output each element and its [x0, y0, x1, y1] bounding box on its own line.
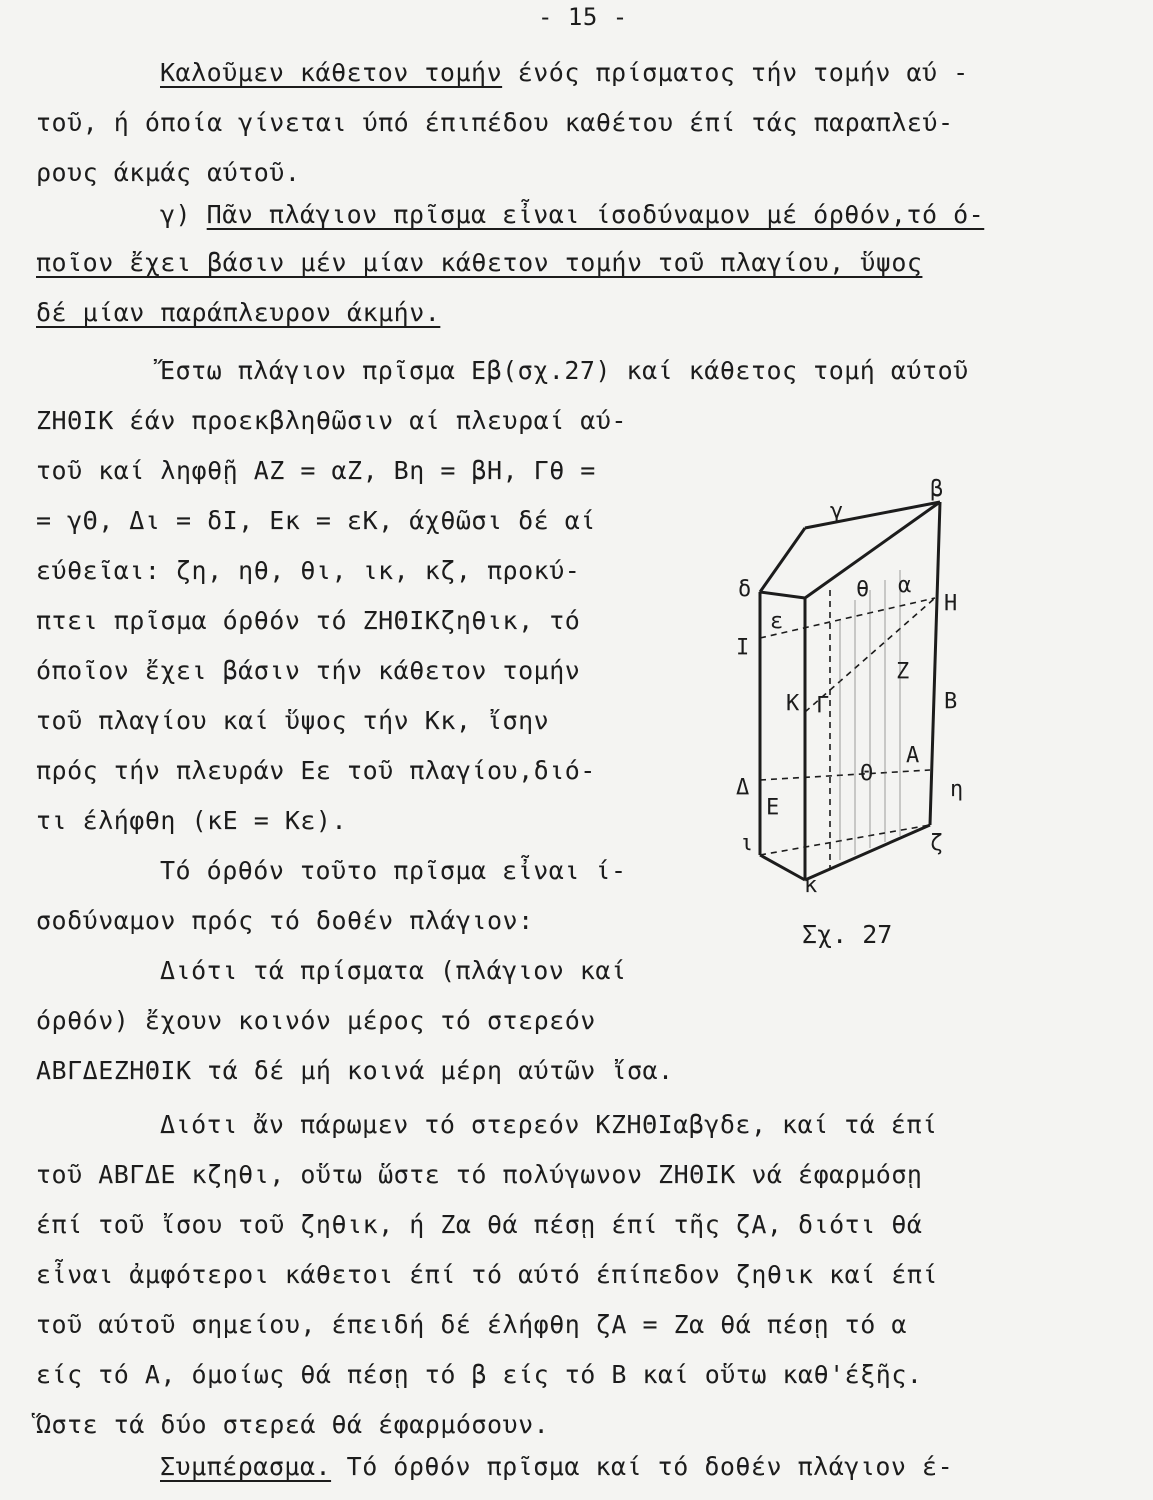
- label-eta: η: [950, 777, 964, 802]
- proof-line: πρός τήν πλευράν Εε τοῦ πλαγίου,διό-: [36, 756, 596, 785]
- proof-line: όποῖον ἔχει βάσιν τήν κάθετον τομήν: [36, 656, 581, 685]
- defined-term: Καλοῦμεν κάθετον τομήν: [160, 58, 503, 87]
- label-alpha: α: [898, 573, 912, 598]
- label-beta: β: [930, 477, 944, 502]
- definition-text: ένός πρίσματος τήν τομήν αύ -: [517, 58, 969, 87]
- label-H: Η: [944, 591, 958, 616]
- label-B: Β: [944, 689, 958, 714]
- definition-line-2: τοῦ, ή όποία γίνεται ύπό έπιπέδου καθέτου έπί τάς παραπλεύ-: [36, 108, 954, 137]
- label-epsilon: ε: [770, 609, 784, 634]
- edge-delta-gamma: [760, 528, 805, 592]
- proof-line: τοῦ αύτοῦ σημείου, έπειδή δέ έλήφθη ζΑ = Ζα θά πέσῃ τό α: [36, 1310, 907, 1339]
- label-Gamma: Γ: [816, 693, 830, 718]
- proof-line: όρθόν) ἔχουν κοινόν μέρος τό στερεόν: [36, 1006, 596, 1035]
- edge-iota-kappa: [760, 855, 805, 880]
- theorem-label: γ): [160, 200, 192, 229]
- edge-kappa-zeta: [805, 825, 930, 880]
- label-iota: ι: [740, 831, 754, 856]
- label-Z: Ζ: [896, 659, 910, 684]
- theorem-text: Πᾶν πλάγιον πρῖσμα εἶναι ίσοδύναμον μέ όρθόν,τό ό-: [206, 200, 985, 229]
- section-line-top: [760, 598, 935, 638]
- theorem-line-3: δέ μίαν παράπλευρον άκμήν.: [36, 298, 441, 327]
- proof-line: Διότι τά πρίσματα (πλάγιον καί: [160, 956, 627, 985]
- section-line-bottom: [760, 770, 930, 780]
- proof-line: σοδύναμον πρός τό δοθέν πλάγιον:: [36, 906, 534, 935]
- proof-line: Τό όρθόν τοῦτο πρῖσμα εἶναι ί-: [160, 856, 627, 885]
- theorem-line-1: [160, 200, 984, 230]
- proof-line: εύθεῖαι: ζη, ηθ, θι, ικ, κζ, προκύ-: [36, 556, 581, 585]
- proof-line: ΖΗΘΙΚ έάν προεκβληθῶσιν αί πλευραί αύ-: [36, 406, 627, 435]
- proof-line: ΑΒΓΔΕΖΗΘΙΚ τά δέ μή κοινά μέρη αύτῶν ἴσα.: [36, 1056, 674, 1085]
- label-kappa: κ: [804, 873, 818, 898]
- proof-line: πτει πρῖσμα όρθόν τό ΖΗΘΙΚζηθικ, τό: [36, 606, 581, 635]
- proof-line: τοῦ πλαγίου καί ὕψος τήν Κκ, ἴσην: [36, 706, 550, 735]
- theorem-line-2: ποῖον ἔχει βάσιν μέν μίαν κάθετον τομήν τοῦ πλαγίου, ὕψος: [36, 248, 923, 277]
- label-gamma: γ: [830, 499, 844, 524]
- label-I: Ι: [736, 635, 750, 660]
- proof-line: τοῦ καί ληφθῇ ΑΖ = αΖ, Βη = βΗ, Γθ =: [36, 456, 596, 485]
- proof-line: είς τό Α, όμοίως θά πέσῃ τό β είς τό Β καί οὕτω καθ'έξῆς.: [36, 1360, 923, 1389]
- label-E: Ε: [766, 795, 780, 820]
- proof-line: εἶναι ἀμφότεροι κάθετοι έπί τό αύτό έπίπεδον ζηθικ καί έπί: [36, 1260, 938, 1289]
- label-A: Α: [906, 743, 920, 768]
- proof-line: τοῦ ΑΒΓΔΕ κζηθι, οὕτω ὥστε τό πολύγωνον ΖΗΘΙΚ νά έφαρμόσῃ: [36, 1160, 923, 1189]
- label-zeta: ζ: [930, 831, 944, 856]
- definition-line-3: ρους άκμάς αύτοῦ.: [36, 158, 301, 187]
- proof-line: Ὥστε τά δύο στερεά θά έφαρμόσουν.: [36, 1410, 550, 1439]
- figure-caption: Σχ. 27: [802, 920, 893, 949]
- conclusion-line-1: [160, 1452, 953, 1482]
- proof-line: τι έλήφθη (κΕ = Κε).: [36, 806, 348, 835]
- proof-line: Ἔστω πλάγιον πρῖσμα Εβ(σχ.27) καί κάθετος τομή αύτοῦ: [160, 356, 969, 385]
- label-K: Κ: [786, 691, 800, 716]
- conclusion-term: Συμπέρασμα.: [160, 1452, 332, 1481]
- definition-line-1: [160, 58, 969, 88]
- edge-delta-epsilon: [760, 592, 805, 598]
- page-number: - 15 -: [538, 3, 628, 31]
- proof-line: έπί τοῦ ἴσου τοῦ ζηθικ, ή Ζα θά πέσῃ έπί τῆς ζΑ, διότι θά: [36, 1210, 923, 1239]
- label-theta-small: θ: [856, 577, 870, 602]
- proof-line: Διότι ἄν πάρωμεν τό στερεόν ΚΖΗΘΙαβγδε, καί τά έπί: [160, 1110, 938, 1139]
- conclusion-text: Τό όρθόν πρῖσμα καί τό δοθέν πλάγιον έ-: [346, 1452, 954, 1481]
- edge-beta-zeta: [930, 502, 940, 825]
- label-Delta: Δ: [736, 775, 750, 800]
- hidden-base-edge: [760, 825, 930, 855]
- proof-line: = γΘ, Δι = δΙ, Εκ = εΚ, άχθῶσι δέ αί: [36, 506, 596, 535]
- label-delta: δ: [738, 577, 752, 602]
- label-Theta: Θ: [860, 761, 874, 786]
